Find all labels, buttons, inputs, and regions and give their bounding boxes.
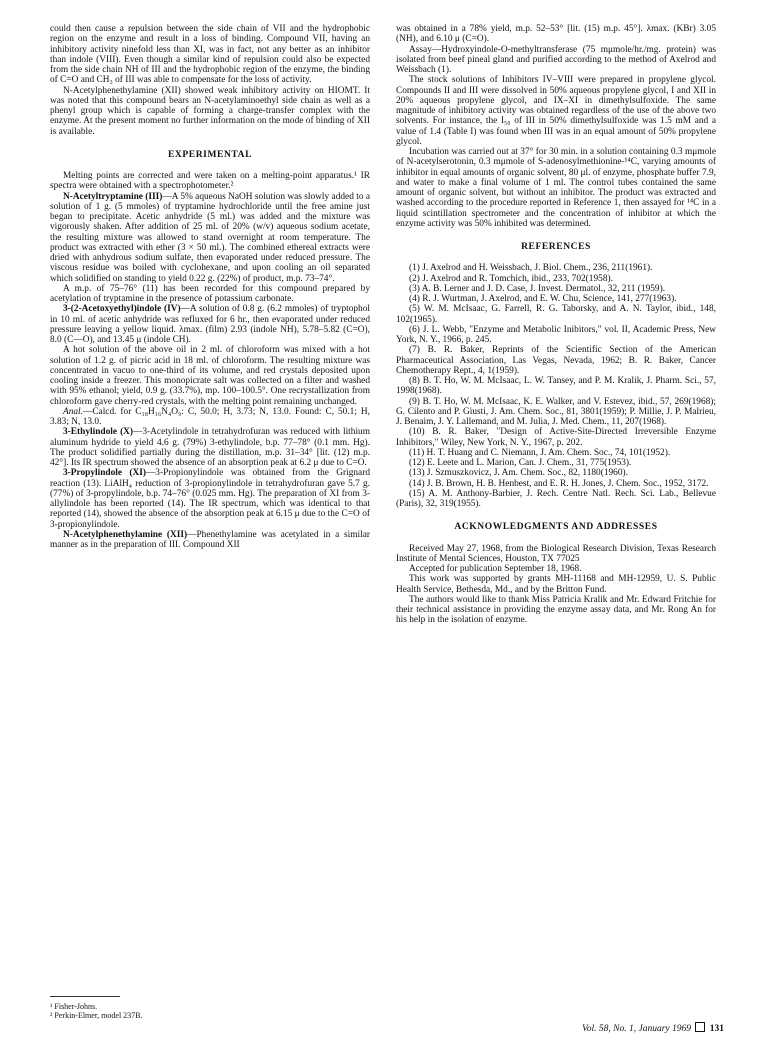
compound-xi-text: —3-Propionylindole was obtained from the Grignard reaction (13). LiAlH₄ reduction of 3-propionylindole in tetrahydrofuran gave 5.7 g. (77%) of 3-propylindole, b.p. 74–76° (0.025 mm. Hg). The preparation of XI from 3-allylindole has been reported (14). The IR spectrum, which was identical to that reported (14), showed the absence of the absorption peak at 6.15 μ due to the C=O of 3-propionylindole. xyxy=(50,468,370,530)
assay-paragraph xyxy=(396,45,716,76)
compound-iv-text: —A solution of 0.8 g. (6.2 mmoles) of tryptophol in 10 ml. of acetic anhydride was refluxed for 6 hr., then evaporated under reduced pressure leaving a yellow liquid. λmax. (film) 2.93 (indole NH), 5.78–5.82 (C=O), 8.0 (C—O), and 13.45 μ (indole CH). xyxy=(50,304,370,345)
reference-item: (11) H. T. Huang and C. Niemann, J. Am. Chem. Soc., 74, 101(1952). xyxy=(409,447,671,458)
reference-item: (12) E. Leete and L. Marion, Can. J. Chem., 31, 775(1953). xyxy=(409,458,632,468)
compound-x-text: —3-Acetylindole in tetrahydrofuran was reduced with lithium aluminum hydride to yield 4.6 g. (79%) 3-ethylindole, b.p. 77–78° (0.1 mm. Hg). The product solidified partially during the distillation, m.p. 31–34° [lit. (12) m.p. 42°]. Its IR spectrum showed the absence of an absorption peak at 6.2 μ due to C=O. xyxy=(50,427,370,468)
references-heading: REFERENCES xyxy=(521,242,591,252)
footnote-2: ² Perkin-Elmer, model 237B. xyxy=(50,1011,143,1020)
acknowledgments-heading: ACKNOWLEDGMENTS AND ADDRESSES xyxy=(454,522,658,533)
reference-item: (9) B. T. Ho, W. M. McIsaac, K. E. Walker, and V. Estevez, ibid., 57, 269(1968); G. Cilento and P. Giusti, J. Am. Chem. Soc., 81, 3801(1959); P. Millie, J. P. Malrieu, J. Benaim, J. Y. Lallemand, and M. Julia, J. Med. Chem., 11, 207(1968). xyxy=(396,396,716,427)
thanks-paragraph: The authors would like to thank Miss Patricia Kralik and Mr. Edward Fritchie for their technical assistance in providing the enzyme assay data, and Mr. Rong An for his help in the isolation of enzyme. xyxy=(396,594,716,626)
experimental-heading: EXPERIMENTAL xyxy=(167,149,253,160)
picrate-paragraph: A hot solution of the above oil in 2 ml. of chloroform was mixed with a hot solution of 1.2 g. of picric acid in 18 ml. of chloroform. The resulting mixture was concentrated in vacuo to one-third of its volume, and red crystals deposited upon cooling inside a freezer. This monopicrate salt was collected on a filter and washed with 95% ethanol; yield, 0.9 g. (33.7%), mp. 100–100.5°. One recrystallization from chloroform gave cherry-red crystals, with the melting point remaining unchanged. xyxy=(50,345,370,407)
compound-x-paragraph xyxy=(50,427,370,468)
footnotes xyxy=(50,1002,370,1020)
reference-item: (10) B. R. Baker, "Design of Active-Site-Directed Irreversible Enzyme Inhibitors," Wiley, New York, N. Y., 1967, p. 202. xyxy=(396,427,716,448)
page-footer xyxy=(582,1022,724,1034)
compound-xii-text: —Phenethylamine was acetylated in a similar manner as in the preparation of III. Compound XII xyxy=(50,529,370,550)
compound-xii-paragraph xyxy=(50,530,370,551)
compound-x-title: 3-Ethylindole (X) xyxy=(63,427,134,438)
reference-item: (8) B. T. Ho, W. M. McIsaac, L. W. Tansey, and P. M. Kralik, J. Pharm. Sci., 57, 1998(1968). xyxy=(396,376,716,397)
box-icon xyxy=(695,1022,705,1032)
journal-page xyxy=(50,24,724,1034)
reference-item: (4) R. J. Wurtman, J. Axelrod, and E. W. Chu, Science, 141, 277(1963). xyxy=(409,294,677,304)
mp-literature-paragraph: A m.p. of 75–76° (11) has been recorded for this compound prepared by acetylation of tryptamine in the presence of potassium carbonate. xyxy=(50,283,370,304)
reference-item: (3) A. B. Lerner and J. D. Case, J. Invest. Dermatol., 32, 211 (1959). xyxy=(409,283,666,294)
compound-iii-title: N-Acetyltryptamine (III) xyxy=(63,191,163,202)
assay-text: —Hydroxyindole-O-methyltransferase (75 mμmole/hr./mg. protein) was isolated from beef pineal gland and purified according to the method of Axelrod and Weissbach (1). xyxy=(396,44,716,75)
analysis-label: Anal. xyxy=(63,406,83,417)
compound-iii-text: —A 5% aqueous NaOH solution was slowly added to a solution of 1 g. (5 mmoles) of tryptamine hydrochloride until the free amine just began to precipitate. Acetic anhydride (5 ml.) was added and the mixture was vigorously shaken. After addition of 25 ml. of 20% (w/v) aqueous sodium acetate, the resulting mixture was allowed to stand overnight at room temperature. The product was extracted with ether (3 × 50 ml.). The combined ethereal extracts were dried with anhydrous sodium sulfate, then evaporated under reduced pressure. The viscous residue was boiled with cyclohexane, and upon cooling an oil separated which solidified on standing to yield 0.22 g. (22%) of product, m.p. 73–74°. xyxy=(50,191,370,284)
references-list xyxy=(396,263,716,509)
reference-item: (15) A. M. Anthony-Barbier, J. Rech. Centre Natl. Rech. Sci. Lab., Bellevue (Paris), 32, 319(1955). xyxy=(396,488,716,509)
reference-item: (7) B. R. Baker, Reprints of the Scientific Section of the American Pharmaceutical Association, Las Vegas, Nevada, 1962; B. R. Baker, Cancer Chemotherapy Rept., 4, 1(1959). xyxy=(396,345,716,376)
reference-item: (1) J. Axelrod and H. Weissbach, J. Biol. Chem., 236, 211(1961). xyxy=(409,263,653,274)
accepted-paragraph: Accepted for publication September 18, 1968. xyxy=(409,564,582,574)
reference-item: (14) J. B. Brown, H. B. Henbest, and E. R. H. Jones, J. Chem. Soc., 1952, 3172. xyxy=(409,478,709,489)
xii-continuation-paragraph: was obtained in a 78% yield, m.p. 52–53° [lit. (15) m.p. 45°]. λmax. (KBr) 3.05 (NH), and 6.10 μ (C=O). xyxy=(396,24,716,45)
reference-item: (5) W. M. McIsaac, G. Farrell, R. G. Taborsky, and A. N. Taylor, ibid., 148, 102(1965). xyxy=(396,304,716,325)
xii-discussion-paragraph: N-Acetylphenethylamine (XII) showed weak inhibitory activity on HIOMT. It was noted that this compound bears an N-acetylaminoethyl side chain as well as a phenyl group which is capable of forming a charge-transfer complex with the enzyme. At the present moment no further information on the mode of binding of XII is available. xyxy=(50,85,370,137)
stock-solutions-paragraph: The stock solutions of Inhibitors IV–VIII were prepared in propylene glycol. Compounds II and III were dissolved in 50% aqueous propylene glycol, I and XII in 20% aqueous propylene glycol, and IX–XI in dimethylsulfoxide. The same magnitude of inhibitory activity was obtained regardless of the use of the above two solvents. For instance, the I₅₀ of III in 50% dimethylsulfoxide was 1.5 mM and a value of 1.4 (Table I) was found when III was in an equal amount of 50% propylene glycol. xyxy=(396,75,716,147)
reference-item: (6) J. L. Webb, "Enzyme and Metabolic Inibitors," vol. II, Academic Press, New York, N. Y., 1966, p. 245. xyxy=(396,324,716,345)
compound-xii-title: N-Acetylphenethylamine (XII) xyxy=(63,529,188,540)
compound-xi-paragraph xyxy=(50,468,370,530)
footnote-1: ¹ Fisher-Johns. xyxy=(50,1002,98,1011)
support-paragraph: This work was supported by grants MH-11168 and MH-12959, U. S. Public Health Service, Bethesda, Md., and by the Britton Fund. xyxy=(396,574,716,595)
incubation-paragraph: Incubation was carried out at 37° for 30 min. in a solution containing 0.3 mμmole of N-acetylserotonin, 0.3 mμmole of S-adenosylmethionine-¹⁴C, varying amounts of inhibitor in equal amounts of organic solvent, 80 μl. of enzyme, phosphate buffer 7.9, and water to make a final volume of 1 ml. The control tubes contained the same amount of organic solvent, but without an inhibitor. The product was extracted and washed according to the procedure reported in Reference 1, then assayed for ¹⁴C in a liquid scintillation spectrometer and the concentration of inhibitor at which the enzyme activity was 50% inhibited was determined. xyxy=(396,147,716,229)
footnote-divider xyxy=(50,996,120,997)
analysis-text: —Calcd. for C₁₈H₁₆N₄O₉: C, 50.0; H, 3.73; N, 13.0. Found: C, 50.1; H, 3.83; N, 13.0. xyxy=(50,406,370,427)
assay-title: Assay xyxy=(409,44,432,55)
journal-issue: Vol. 58, No. 1, January 1969 xyxy=(582,1024,691,1034)
analysis-paragraph xyxy=(50,407,370,428)
page-number: 131 xyxy=(709,1024,724,1034)
melting-point-paragraph: Melting points are corrected and were taken on a melting-point apparatus.¹ IR spectra were obtained with a spectrophotometer.² xyxy=(50,171,370,192)
received-paragraph: Received May 27, 1968, from the Biological Research Division, Texas Research Institute of Mental Sciences, Houston, TX 77025 xyxy=(396,543,716,564)
compound-xi-title: 3-Propylindole (XI) xyxy=(63,468,146,479)
reference-item: (2) J. Axelrod and R. Tomchich, ibid., 233, 702(1958). xyxy=(409,273,613,284)
compound-iii-paragraph xyxy=(50,192,370,284)
compound-iv-title: 3-(2-Acetoxyethyl)indole (IV) xyxy=(63,304,181,315)
right-column xyxy=(396,24,716,626)
left-column xyxy=(50,24,370,550)
intro-paragraph: could then cause a repulsion between the side chain of VII and the hydrophobic region on the enzyme and result in a loss of binding. Compound VII, having an inhibitory activity ninefold less than XI, was in fact, not any better as an inhibitor than indole (VIII). Even though a similar kind of repulsion could also be expected from the side chain NH of III and the hydrophobic region of the enzyme, the binding of C=O and CH₃ of III was able to compensate for the loss of activity. xyxy=(50,24,370,86)
compound-iv-paragraph xyxy=(50,304,370,345)
reference-item: (13) J. Szmuszkovicz, J. Am. Chem. Soc., 82, 1180(1960). xyxy=(409,468,628,479)
